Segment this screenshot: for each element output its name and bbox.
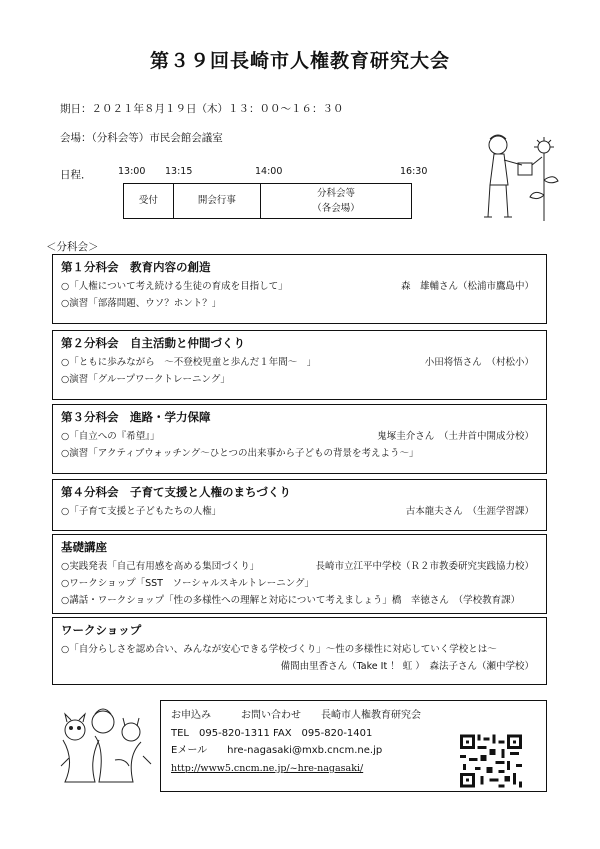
session-item-text: ○演習「アクティブウォッチング〜ひとつの出来事から子どもの背景を考えよう〜」: [61, 448, 419, 459]
session-presenter: 小田将悟さん （村松小）: [424, 357, 534, 368]
animals-group-illustration: [55, 700, 155, 790]
session-heading: 第２分科会 自主活動と仲間づくり: [61, 336, 245, 350]
session-presenter: 古本龍夫さん （生涯学習課）: [405, 506, 534, 517]
session-presenter: [534, 371, 538, 388]
session-item: [61, 575, 538, 592]
session-item-text: ○実践発表「自己有用感を高める集団づくり」: [61, 561, 260, 572]
session-box: [52, 254, 547, 324]
contact-email-line: Eメール hre-nagasaki@mxb.cncm.ne.jp: [171, 745, 383, 756]
session-box: [52, 534, 547, 614]
session-item-text: ○「人権について考え続ける生徒の育成を目指して」: [61, 281, 288, 292]
date-line: 期日：２０２１年８月１９日（木）１３：００〜１６：３０: [60, 103, 344, 115]
schedule-label: 日程．: [60, 169, 92, 181]
session-presenter: [534, 295, 538, 312]
contact-org-line: お申込み お問い合わせ 長崎市人権教育研究会: [171, 710, 421, 721]
time-tick: 16:30: [400, 166, 428, 177]
session-heading: 第３分科会 進路・学力保障: [61, 410, 211, 424]
session-item-text: ○「自分らしさを認め合い、みんなが安心できる学校づくり」〜性の多様性に対応していく学校とは〜: [61, 644, 497, 655]
session-item-text: ○「子育て支援と子どもたちの人権」: [61, 506, 222, 517]
schedule-cell-venues-label: （各会場）: [312, 203, 360, 214]
session-presenter: 森 雄輔さん（松浦市鷹島中）: [400, 281, 534, 292]
session-item-text: ○講話・ワークショップ「性の多様性への理解と対応について考えましょう」橋 幸徳さん （学校教育課）: [61, 595, 521, 606]
session-box: [52, 617, 547, 685]
session-item-text: ○演習「グループワークトレーニング」: [61, 374, 230, 385]
session-presenter: 鬼塚圭介さん （土井首中開成分校）: [377, 431, 534, 442]
session-presenter: [534, 575, 538, 592]
session-box: [52, 330, 547, 400]
session-item: [61, 503, 538, 520]
schedule-cell-sessions-label: 分科会等: [317, 187, 356, 199]
session-item: [61, 641, 538, 658]
session-heading: 第１分科会 教育内容の創造: [61, 260, 211, 274]
page-title: 第３９回長崎市人権教育研究大会: [149, 50, 450, 72]
session-item: [61, 354, 538, 371]
session-item: [61, 592, 538, 609]
session-item: [61, 428, 538, 445]
time-tick: 14:00: [255, 166, 283, 177]
schedule-cell-reception: 受付: [124, 184, 174, 218]
session-item-text: ○「自立への『希望』」: [61, 431, 160, 442]
session-item-text: ○ワークショップ「SST ソーシャルスキルトレーニング」: [61, 578, 315, 589]
schedule-table: [123, 183, 412, 219]
session-item: [61, 295, 538, 312]
contact-url-link[interactable]: http://www5.cncm.ne.jp/~hre-nagasaki/: [171, 762, 364, 774]
contact-phone-line: TEL 095-820-1311 FAX 095-820-1401: [171, 727, 373, 739]
time-tick: 13:00: [118, 166, 146, 177]
session-presenter: [534, 445, 538, 462]
session-item: [61, 558, 538, 575]
session-heading: 基礎講座: [61, 540, 107, 554]
venue-line: 会場：（分科会等）市民会館会議室: [60, 132, 223, 144]
qr-code-icon: [460, 734, 522, 788]
section-label: ＜分科会＞: [46, 241, 99, 253]
session-presenter: 長崎市立江平中学校（Ｒ２市教委研究実践協力校）: [315, 561, 534, 572]
schedule-cell-opening: 開会行事: [174, 184, 261, 218]
session-item-text: ○「ともに歩みながら 〜不登校児童と歩んだ１年間〜 」: [61, 357, 317, 368]
session-item: [61, 371, 538, 388]
session-item: [61, 445, 538, 462]
session-item: [61, 658, 538, 675]
session-box: [52, 404, 547, 474]
session-item: [61, 278, 538, 295]
session-heading: ワークショップ: [61, 623, 142, 637]
session-heading: 第４分科会 子育て支援と人権のまちづくり: [61, 485, 291, 499]
schedule-cell-sessions: [261, 184, 411, 218]
session-presenter: [534, 592, 538, 609]
session-box: [52, 479, 547, 531]
session-presenter: 備間由里香さん（Take It ！ 虹 ） 森法子さん（瀬中学校）: [280, 661, 534, 672]
time-tick: 13:15: [165, 166, 193, 177]
session-presenter: [534, 641, 538, 658]
person-watering-flower-illustration: [470, 125, 565, 225]
session-item-text: ○演習「部落問題、ウソ？ホント？」: [61, 298, 222, 309]
